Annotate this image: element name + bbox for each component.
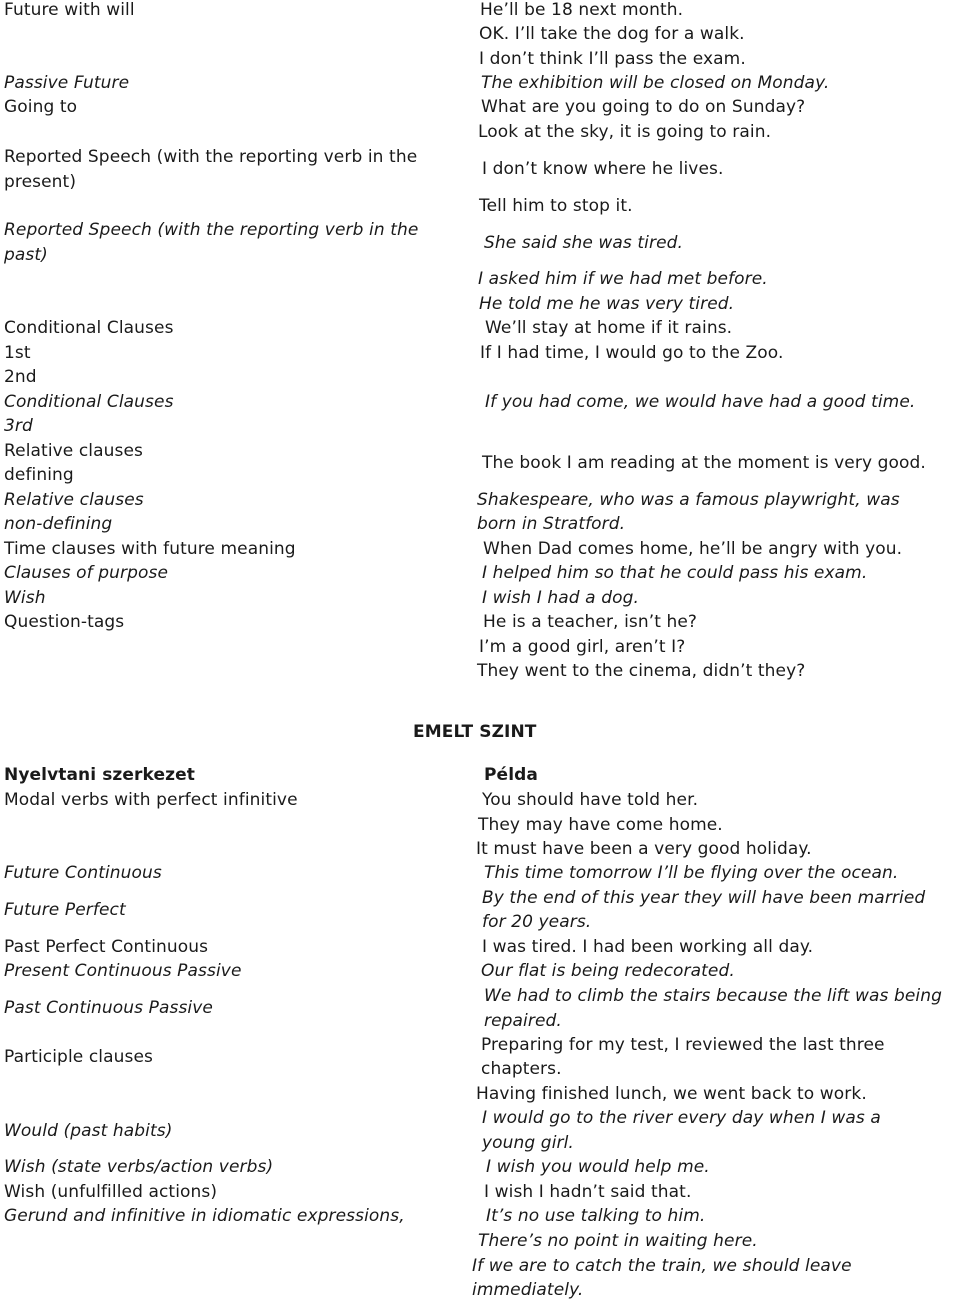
grammar-item: Relative clauses <box>4 441 143 461</box>
grammar-item: Clauses of purpose <box>4 563 169 583</box>
grammar-item: 2nd <box>4 367 37 387</box>
example-sentence: Our flat is being redecorated. <box>481 961 735 981</box>
example-sentence: There’s no point in waiting here. <box>478 1231 758 1251</box>
example-sentence: I asked him if we had met before. <box>478 269 768 289</box>
example-sentence: for 20 years. <box>482 912 592 932</box>
grammar-item: Wish (unfulfilled actions) <box>4 1182 218 1202</box>
example-sentence: Preparing for my test, I reviewed the last three <box>481 1035 885 1055</box>
section-heading: EMELT SZINT <box>413 722 537 742</box>
example-sentence: He told me he was very tired. <box>479 294 735 314</box>
grammar-item: non-defining <box>4 514 113 534</box>
example-sentence: If we are to catch the train, we should leave <box>472 1256 852 1276</box>
column-header-structure: Nyelvtani szerkezet <box>4 765 195 785</box>
example-sentence: Tell him to stop it. <box>479 196 633 216</box>
example-sentence: I was tired. I had been working all day. <box>482 937 814 957</box>
example-sentence: The book I am reading at the moment is very good. <box>482 453 926 473</box>
example-sentence: If you had come, we would have had a good time. <box>485 392 916 412</box>
grammar-item: Past Continuous Passive <box>4 998 213 1018</box>
example-sentence: young girl. <box>482 1133 574 1153</box>
grammar-item: Wish <box>4 588 46 608</box>
example-sentence: By the end of this year they will have been married <box>482 888 926 908</box>
column-header-example: Példa <box>484 765 538 785</box>
example-sentence: We’ll stay at home if it rains. <box>485 318 733 338</box>
example-sentence: We had to climb the stairs because the lift was being <box>484 986 943 1006</box>
example-sentence: She said she was tired. <box>484 233 684 253</box>
example-sentence: If I had time, I would go to the Zoo. <box>480 343 784 363</box>
example-sentence: I helped him so that he could pass his exam. <box>482 563 868 583</box>
example-sentence: I’m a good girl, aren’t I? <box>479 637 686 657</box>
example-sentence: I wish you would help me. <box>486 1157 710 1177</box>
grammar-item: Past Perfect Continuous <box>4 937 209 957</box>
example-sentence: They went to the cinema, didn’t they? <box>477 661 806 681</box>
example-sentence: chapters. <box>481 1059 562 1079</box>
grammar-item: Wish (state verbs/action verbs) <box>4 1157 274 1177</box>
grammar-item: Gerund and infinitive in idiomatic expressions, <box>4 1206 405 1226</box>
grammar-item: Relative clauses <box>4 490 144 510</box>
grammar-item: Reported Speech (with the reporting verb in the <box>4 220 419 240</box>
example-sentence: It must have been a very good holiday. <box>476 839 812 859</box>
example-sentence: I wish I had a dog. <box>482 588 639 608</box>
example-sentence: This time tomorrow I’ll be flying over the ocean. <box>484 863 899 883</box>
grammar-item: Participle clauses <box>4 1047 153 1067</box>
grammar-item: Would (past habits) <box>4 1121 173 1141</box>
example-sentence: You should have told her. <box>482 790 699 810</box>
grammar-item: Question-tags <box>4 612 125 632</box>
example-sentence: He is a teacher, isn’t he? <box>483 612 698 632</box>
grammar-item: Reported Speech (with the reporting verb in the <box>4 147 418 167</box>
grammar-item: Going to <box>4 97 78 117</box>
grammar-item: Passive Future <box>4 73 130 93</box>
example-sentence: immediately. <box>472 1280 584 1300</box>
example-sentence: I wish I hadn’t said that. <box>484 1182 692 1202</box>
example-sentence: repaired. <box>484 1011 562 1031</box>
grammar-item: Future Continuous <box>4 863 162 883</box>
example-sentence: I would go to the river every day when I was a <box>482 1108 881 1128</box>
example-sentence: I don’t think I’ll pass the exam. <box>479 49 746 69</box>
grammar-item: Present Continuous Passive <box>4 961 242 981</box>
grammar-item: 1st <box>4 343 31 363</box>
example-sentence: When Dad comes home, he’ll be angry with you. <box>483 539 903 559</box>
example-sentence: I don’t know where he lives. <box>482 159 724 179</box>
grammar-item: defining <box>4 465 74 485</box>
example-sentence: What are you going to do on Sunday? <box>481 97 806 117</box>
example-sentence: born in Stratford. <box>477 514 626 534</box>
grammar-item: Conditional Clauses <box>4 392 174 412</box>
grammar-item: Time clauses with future meaning <box>4 539 296 559</box>
example-sentence: Look at the sky, it is going to rain. <box>478 122 772 142</box>
grammar-item: Future Perfect <box>4 900 126 920</box>
example-sentence: Shakespeare, who was a famous playwright, was <box>477 490 900 510</box>
grammar-item: Conditional Clauses <box>4 318 174 338</box>
example-sentence: He’ll be 18 next month. <box>480 0 684 20</box>
example-sentence: OK. I’ll take the dog for a walk. <box>479 24 745 44</box>
grammar-item: present) <box>4 172 77 192</box>
example-sentence: It’s no use talking to him. <box>486 1206 706 1226</box>
grammar-item: Modal verbs with perfect infinitive <box>4 790 298 810</box>
example-sentence: Having finished lunch, we went back to work. <box>476 1084 867 1104</box>
grammar-item: past) <box>4 245 48 265</box>
grammar-item: Future with will <box>4 0 135 20</box>
example-sentence: The exhibition will be closed on Monday. <box>481 73 830 93</box>
grammar-item: 3rd <box>4 416 33 436</box>
example-sentence: They may have come home. <box>478 815 723 835</box>
